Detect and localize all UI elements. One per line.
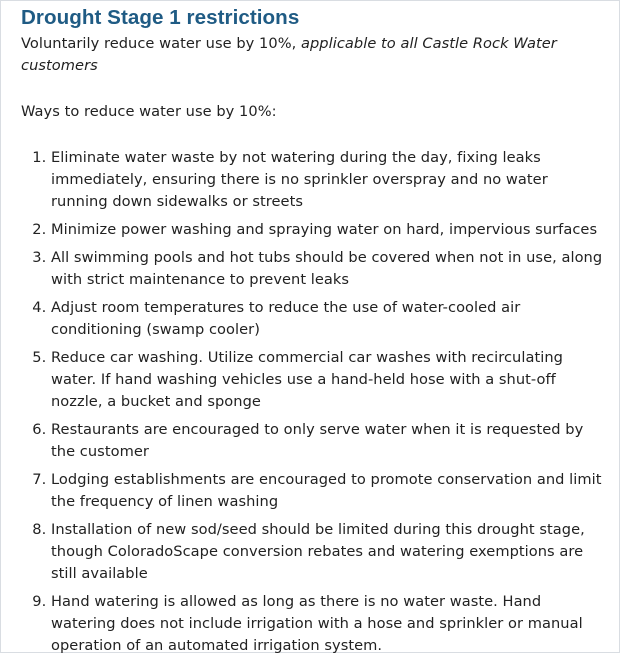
list-item-number: 8.	[32, 521, 47, 538]
list-item-number: 2.	[32, 221, 47, 238]
restrictions-panel	[1, 1, 619, 657]
list-item-number: 3.	[32, 249, 47, 266]
list-item-text: Hand watering is allowed as long as there is no water waste. Hand watering does not include irrigation with a hose and sprinkler or manual operation of an automated irrigation system.	[51, 593, 583, 654]
list-item-text: Installation of new sod/seed should be limited during this drought stage, though ColoradoScape conversion rebates and watering exemptions are still available	[51, 521, 585, 582]
list-item-text: Restaurants are encouraged to only serve water when it is requested by the customer	[51, 421, 584, 460]
list-item-number: 7.	[32, 471, 47, 488]
intro-text: Ways to reduce water use by 10%:	[21, 103, 277, 120]
list-item	[21, 147, 609, 213]
subtitle-italic-text: applicable to all Castle Rock Water customers	[21, 35, 557, 74]
list-item-number: 1.	[32, 149, 47, 166]
list-item-number: 9.	[32, 593, 47, 610]
list-item	[21, 591, 609, 657]
restrictions-list	[21, 147, 609, 657]
subtitle-plain-text: Voluntarily reduce water use by 10%,	[21, 35, 301, 52]
list-item-text: Reduce car washing. Utilize commercial car washes with recirculating water. If hand washing vehicles use a hand-held hose with a shut-off nozzle, a bucket and sponge	[51, 349, 563, 410]
subtitle	[21, 33, 609, 77]
list-item-number: 6.	[32, 421, 47, 438]
list-item	[21, 519, 609, 585]
page-title: Drought Stage 1 restrictions	[21, 6, 300, 29]
list-item-number: 4.	[32, 299, 47, 316]
list-item	[21, 347, 609, 413]
list-item	[21, 297, 609, 341]
list-item-text: All swimming pools and hot tubs should be covered when not in use, along with strict maintenance to prevent leaks	[51, 249, 603, 288]
list-item	[21, 469, 609, 513]
list-item-number: 5.	[32, 349, 47, 366]
list-item	[21, 219, 609, 241]
list-item	[21, 419, 609, 463]
list-item-text: Minimize power washing and spraying water on hard, impervious surfaces	[51, 221, 598, 238]
list-item-text: Adjust room temperatures to reduce the use of water-cooled air conditioning (swamp cooler)	[51, 299, 521, 338]
list-item-text: Lodging establishments are encouraged to promote conservation and limit the frequency of linen washing	[51, 471, 602, 510]
list-item-text: Eliminate water waste by not watering during the day, fixing leaks immediately, ensuring there is no sprinkler overspray and no water running down sidewalks or streets	[51, 149, 548, 210]
list-item	[21, 247, 609, 291]
